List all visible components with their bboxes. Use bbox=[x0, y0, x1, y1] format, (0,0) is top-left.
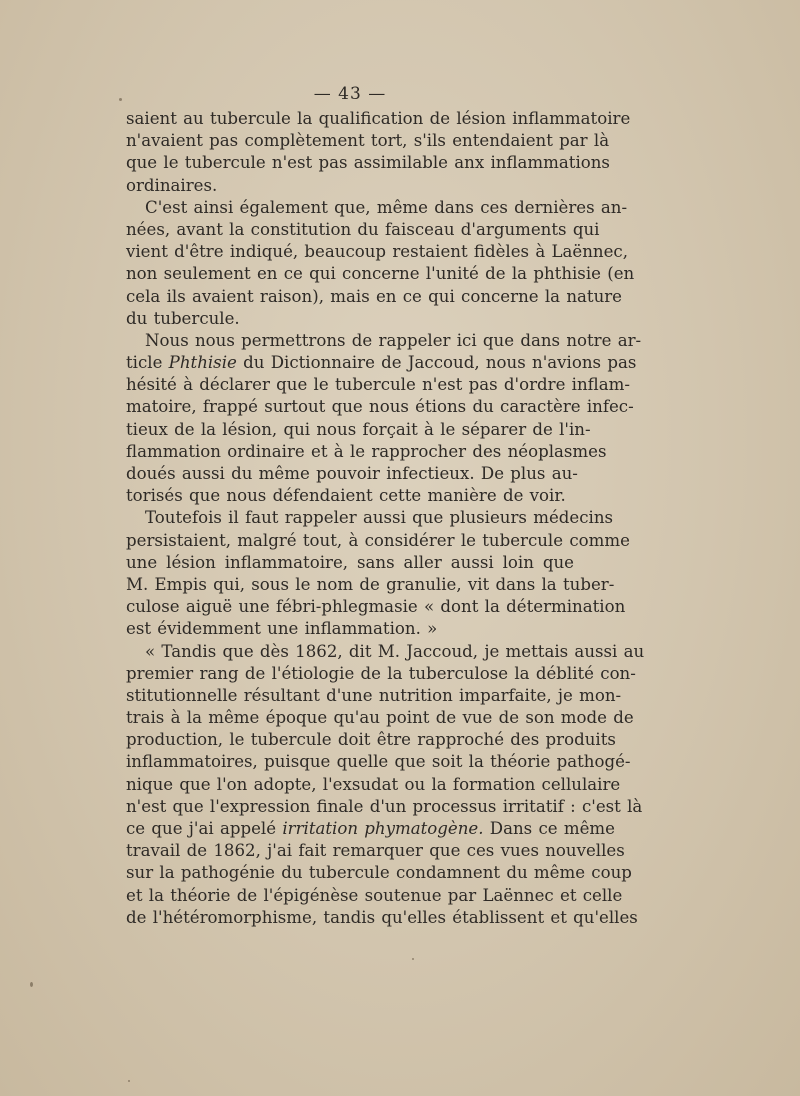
text-line: M. Empis qui, sous le nom de granulie, vit dans la tuber- bbox=[126, 574, 615, 594]
page-number: — 43 — bbox=[313, 84, 387, 104]
text-line: trais à la même époque qu'au point de vue de son mode de bbox=[126, 708, 634, 728]
text-line: sur la pathogénie du tubercule condamnent du même coup bbox=[126, 863, 632, 883]
text-line: C'est ainsi également que, même dans ces dernières an- bbox=[145, 197, 628, 217]
text-line: Nous nous permettrons de rappeler ici que dans notre ar- bbox=[145, 330, 642, 350]
text-line: flammation ordinaire et à le rapprocher des néoplasmes bbox=[126, 441, 607, 461]
text-line: vient d'être indiqué, beaucoup restaient fidèles à Laënnec, bbox=[126, 242, 629, 262]
text-line: premier rang de l'étiologie de la tuberculose la déblité con- bbox=[126, 663, 636, 683]
text-line: une lésion inflammatoire, sans aller aussi loin que bbox=[126, 552, 574, 572]
text-line: matoire, frappé surtout que nous étions du caractère infec- bbox=[126, 397, 634, 417]
text-line: torisés que nous défendaient cette manière de voir. bbox=[126, 486, 566, 506]
text-line: « Tandis que dès 1862, dit M. Jaccoud, je mettais aussi au bbox=[145, 641, 645, 661]
paper-speck bbox=[119, 98, 122, 101]
text-line: nées, avant la constitution du faisceau d'arguments qui bbox=[126, 219, 600, 239]
text-line: persistaient, malgré tout, à considérer le tubercule comme bbox=[126, 530, 630, 550]
text-line: hésité à déclarer que le tubercule n'est pas d'ordre inflam- bbox=[126, 375, 630, 395]
text-line: de l'hétéromorphisme, tandis qu'elles établissent et qu'elles bbox=[126, 907, 638, 927]
paper-speck bbox=[128, 1080, 130, 1082]
text-line: stitutionnelle résultant d'une nutrition imparfaite, je mon- bbox=[126, 685, 622, 705]
text-segment: ce que j'ai appelé bbox=[126, 819, 283, 838]
text-segment: Dans ce même bbox=[483, 819, 615, 838]
text-line: tieux de la lésion, qui nous forçait à le séparer de l'in- bbox=[126, 419, 591, 439]
text-line: ordinaires. bbox=[126, 175, 218, 195]
text-line: nique que l'on adopte, l'exsudat ou la formation cellulaire bbox=[126, 774, 621, 794]
italic-term: irritation phymatogène. bbox=[282, 819, 484, 838]
text-line: est évidemment une inflammation. » bbox=[126, 619, 438, 639]
text-segment: du Dictionnaire de Jaccoud, nous n'avions pas bbox=[236, 353, 637, 373]
text-line: saient au tubercule la qualification de lésion inflammatoire bbox=[126, 109, 631, 128]
text-line bbox=[126, 818, 615, 840]
text-line: n'avaient pas complètement tort, s'ils entendaient par là bbox=[126, 131, 610, 151]
text-line: culose aiguë une fébri-phlegmasie « dont la détermination bbox=[126, 597, 626, 617]
text-line: que le tubercule n'est pas assimilable anx inflammations bbox=[126, 153, 610, 173]
text-line: inflammatoires, puisque quelle que soit la théorie pathogé- bbox=[126, 752, 631, 772]
text-segment: ticle bbox=[126, 353, 169, 373]
text-line: travail de 1862, j'ai fait remarquer que ces vues nouvelles bbox=[126, 841, 625, 861]
paper-speck bbox=[30, 982, 33, 987]
text-line: n'est que l'expression finale d'un processus irritatif : c'est là bbox=[126, 796, 643, 816]
text-line: cela ils avaient raison), mais en ce qui concerne la nature bbox=[126, 286, 623, 306]
text-line bbox=[126, 352, 637, 374]
paper-speck bbox=[412, 958, 414, 960]
text-line: du tubercule. bbox=[126, 308, 240, 328]
italic-term: Phthisie bbox=[168, 353, 237, 373]
text-line: Toutefois il faut rappeler aussi que plusieurs médecins bbox=[145, 508, 614, 528]
text-line: non seulement en ce qui concerne l'unité de la phthisie (en bbox=[126, 264, 635, 284]
text-line: et la théorie de l'épigénèse soutenue par Laënnec et celle bbox=[126, 885, 623, 905]
text-line: production, le tubercule doit être rapproché des produits bbox=[126, 730, 616, 750]
body-text bbox=[126, 108, 645, 929]
text-line: doués aussi du même pouvoir infectieux. De plus au- bbox=[126, 464, 578, 483]
